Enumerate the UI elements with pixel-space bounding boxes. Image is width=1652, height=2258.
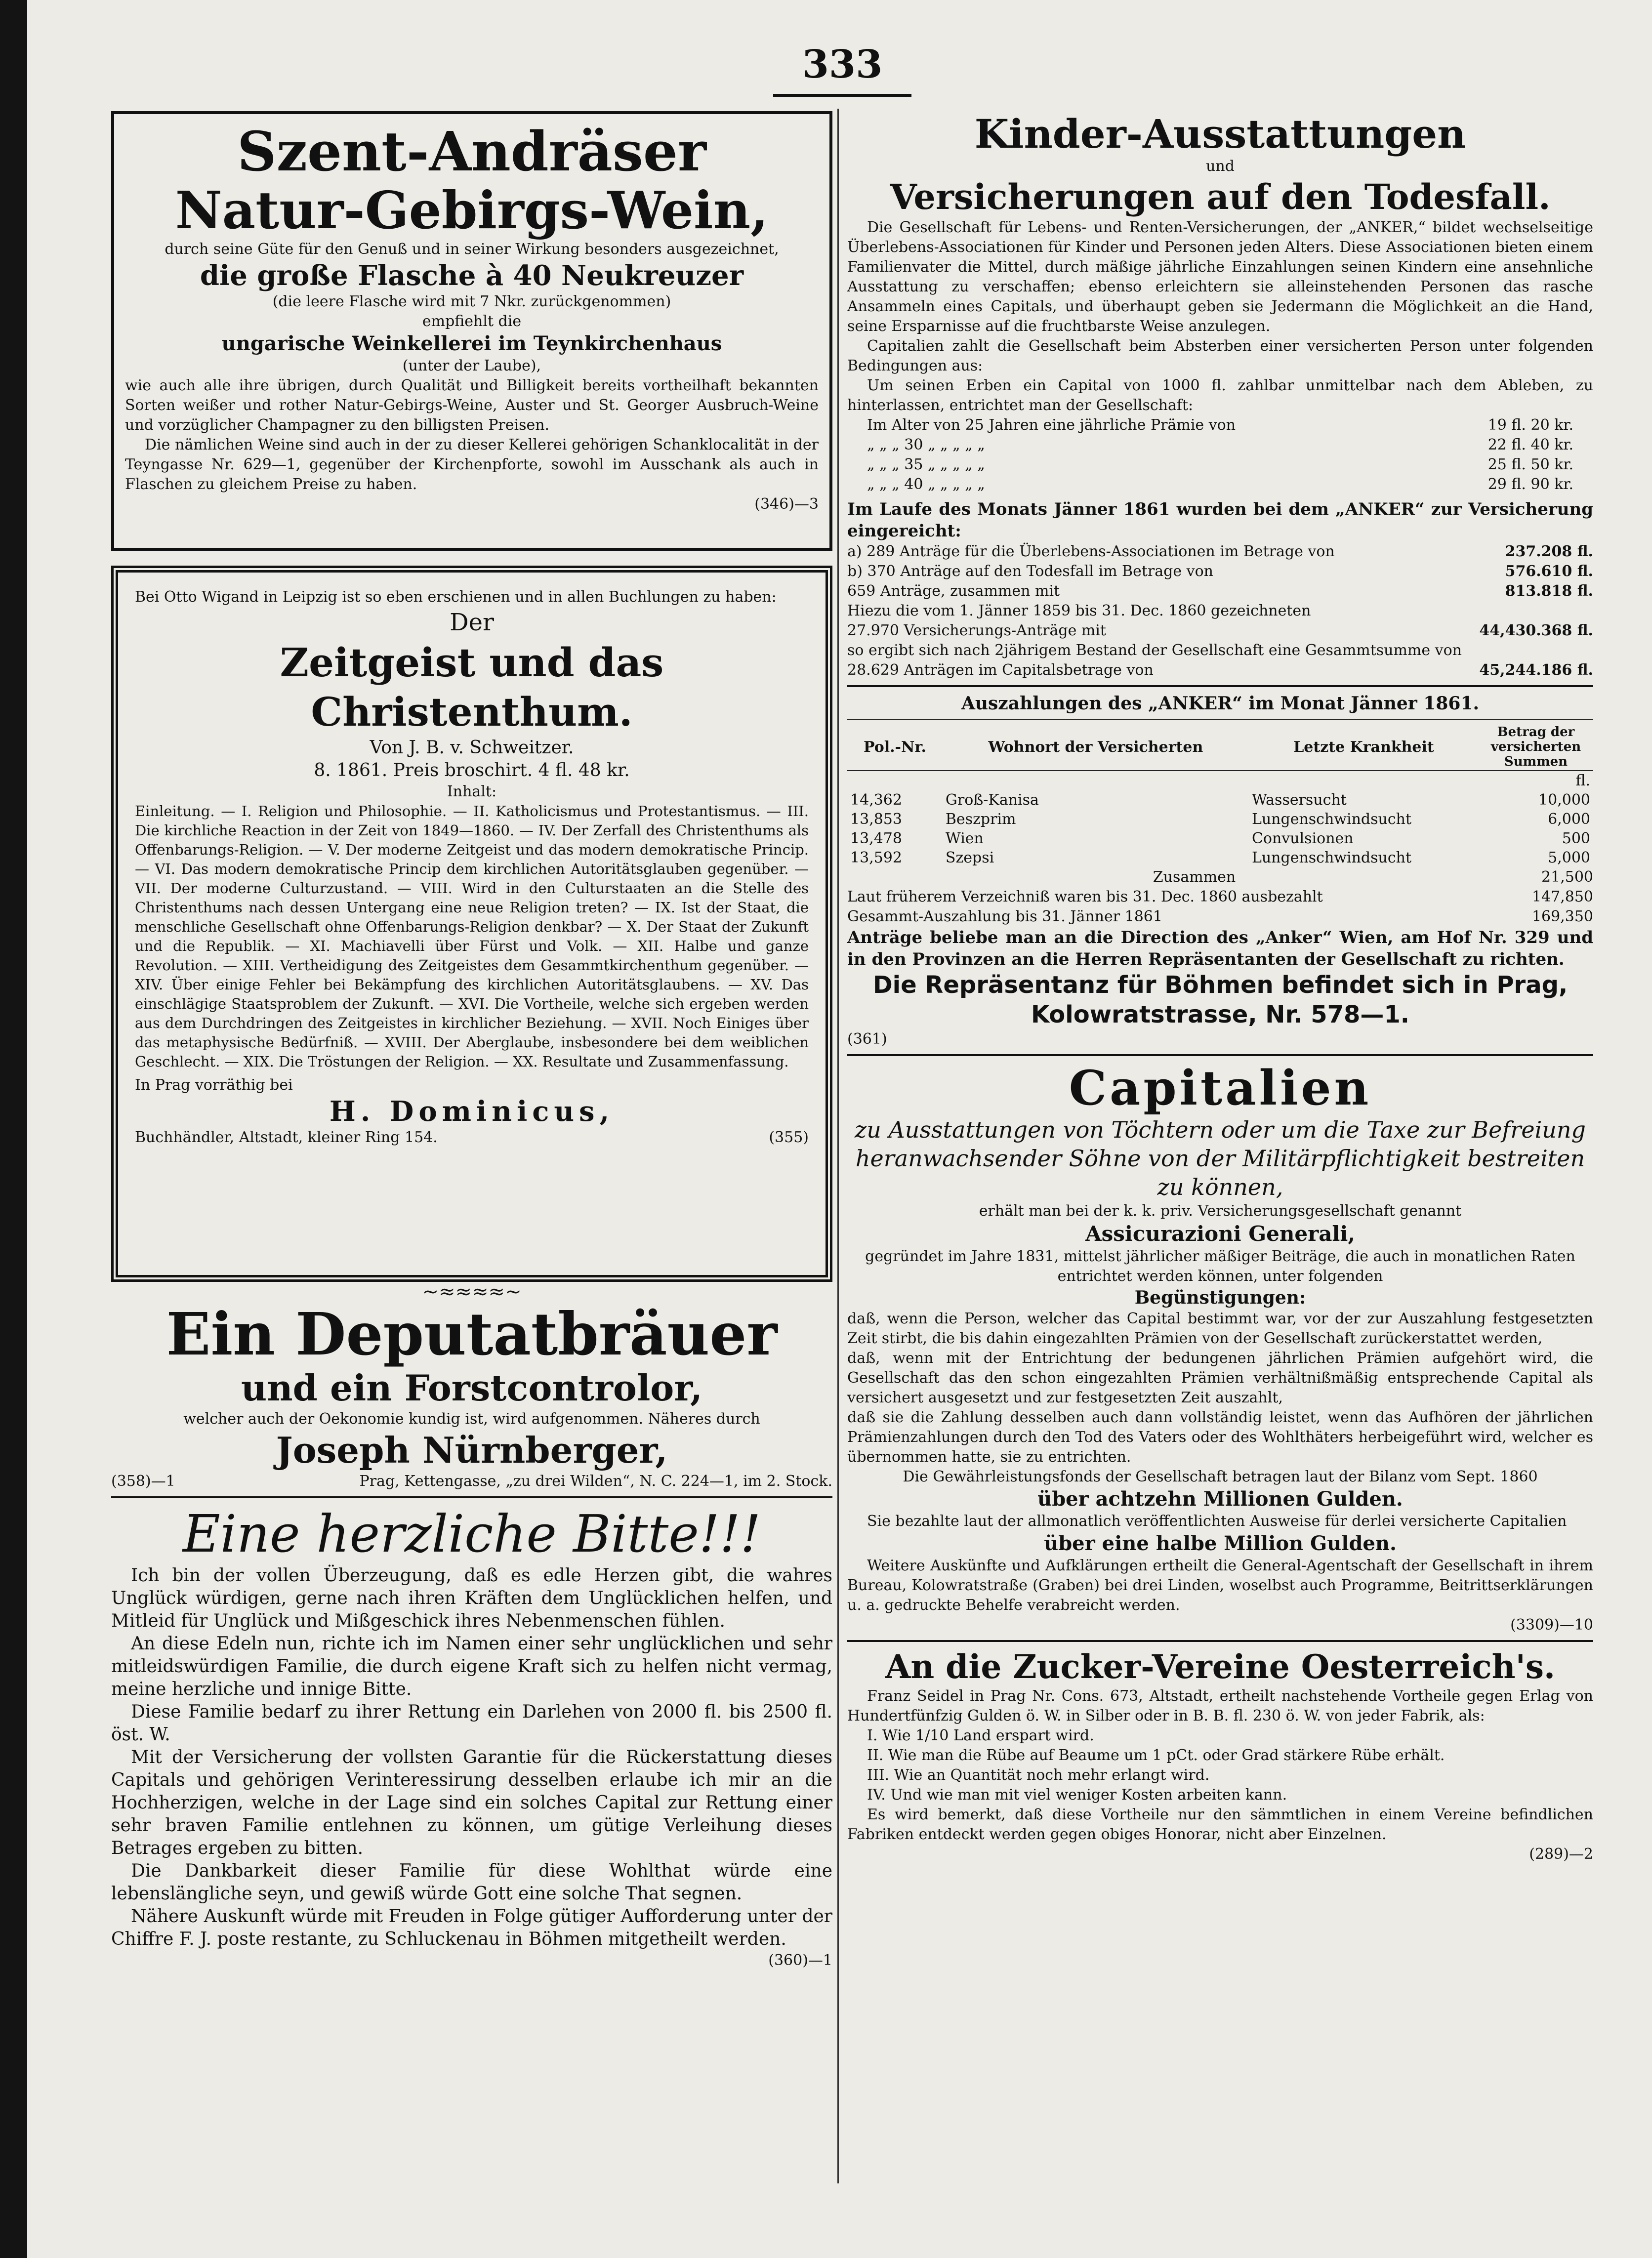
- ad-wine-cellar: ungarische Weinkellerei im Teynkirchenhaus: [221, 332, 722, 355]
- ad-anker-p2: Capitalien zahlt die Gesellschaft beim Absterben einer versicherten Person unter folgenden Bedingungen aus:: [847, 337, 1593, 374]
- stats-row: [847, 601, 1593, 621]
- premium-kr: 90 kr.: [1530, 476, 1573, 493]
- ad-wine-cellar-loc: (unter der Laube),: [402, 357, 541, 374]
- payout-ort: Szepsi: [945, 849, 994, 866]
- ad-book: [111, 566, 832, 1282]
- payout-grand-row: [847, 907, 1593, 927]
- premium-age: Im Alter von 25 Jahren eine jährliche Prämie von: [867, 416, 1236, 434]
- ad-job: [111, 1302, 832, 1491]
- ad-sugar-p1: Franz Seidel in Prag Nr. Cons. 673, Altstadt, ertheilt nachstehende Vortheile gegen Erlag von Hundertfünfzig Gulden ö. W. in Silber oder in B. B. fl. 230 ö. W. von jeder Fabrik, als:: [847, 1687, 1593, 1724]
- payout-ort: Beszprim: [945, 811, 1016, 828]
- premium-kr: 50 kr.: [1530, 456, 1573, 473]
- right-column: [847, 111, 1593, 2186]
- ad-anker: [847, 111, 1593, 1049]
- payout-krank: Wassersucht: [1251, 791, 1347, 809]
- stats-label: Hiezu die vom 1. Jänner 1859 bis 31. Dec. 1860 gezeichneten: [847, 602, 1311, 619]
- ad-book-contents: Einleitung. — I. Religion und Philosophie. — II. Katholicismus und Protestantismus. — III. Die kirchliche Reaction in der Zeit von 1849—1860. — IV. Der Zerfall des Christenthums als Offenbarungs-Religion. — V. Der moderne Zeitgeist und das modern demokratische Princip. — VI. Das modern demokratische Princip dem kirchlichen Autoritätsglauben gegenüber. — VII. Der moderne Culturzustand. — VIII. Wird in den Culturstaaten an die Stelle des Christenthums nach dessen Untergang eine neue Religion treten? — IX. Ist der Staat, die menschliche Gesellschaft ohne Offenbarungs-Religion denkbar? — X. Der Staat der Zukunft und die Republik. — XI. Machiavelli über Fürst und Volk. — XII. Halbe und ganze Revolution. — XIII. Vertheidigung des Zeitgeistes dem Gesammtkirchenthum gegenüber. — XIV. Über einige Fehler bei Bekämpfung des kirchlichen Autoritätsglaubens. — XV. Das einschlägige Staatsproblem der Zukunft. — XVI. Die Vortheile, welche sich ergeben werden aus dem Durchdringen des Zeitgeistes in kirchlicher Beziehung. — XVII. Noch Einiges über das metaphysische Bedürfniß. — XVIII. Der Aberglaube, insbesondere bei dem weiblichen Geschlecht. — XIX. Die Tröstungen der Religion. — XX. Resultate und Zusammenfassung.: [135, 803, 809, 1070]
- ad-capital-title: Capitalien: [1069, 1060, 1372, 1116]
- payout-betrag: 10,000: [1538, 791, 1590, 809]
- rule: [847, 1054, 1593, 1056]
- ad-capital-benefits-label: Begünstigungen:: [1134, 1287, 1306, 1308]
- stats-value: 813.818 fl.: [1505, 582, 1593, 600]
- payout-row: [847, 810, 1593, 829]
- ad-book-seller-addr: Buchhändler, Altstadt, kleiner Ring 154.: [135, 1129, 438, 1146]
- ad-job-ref: (358)—1: [111, 1473, 175, 1490]
- ad-wine-price: die große Flasche à 40 Neukreuzer: [200, 259, 744, 292]
- payout-grand-value: 169,350: [1531, 908, 1593, 925]
- ad-wine-body: wie auch alle ihre übrigen, durch Qualität und Billigkeit bereits vortheilhaft bekannten Sorten weißer und rother Natur-Gebirgs-Weine, Auster und St. Georger Ausbruch-Weine und vorzüglicher Champagner zu den billigsten Preisen.: [125, 377, 819, 434]
- stats-row: [847, 621, 1593, 641]
- sugar-item: IV. Und wie man mit viel weniger Kosten arbeiten kann.: [867, 1786, 1287, 1804]
- ad-anker-ref: (361): [847, 1030, 887, 1048]
- ad-capital-p3: gegründet im Jahre 1831, mittelst jährlicher mäßiger Beiträge, die auch in monatlichen Raten entrichtet werden können, unter folgenden: [865, 1248, 1575, 1285]
- payout-ort: Groß-Kanisa: [945, 791, 1039, 809]
- payout-prev-value: 147,850: [1531, 888, 1593, 905]
- premium-amount: [1488, 415, 1573, 435]
- stats-row: [847, 542, 1593, 562]
- sugar-list: [847, 1726, 1593, 1805]
- premium-fl: 25 fl.: [1487, 456, 1526, 473]
- premium-amount: [1488, 455, 1573, 475]
- ad-anker-subtitle: Versicherungen auf den Todesfall.: [890, 176, 1551, 217]
- ad-capital-p4: Die Gewährleistungsfonds der Gesellschaft betragen laut der Bilanz vom Sept. 1860: [903, 1468, 1538, 1485]
- payout-row: [847, 790, 1593, 810]
- stats-row: [847, 641, 1593, 660]
- left-column: [111, 111, 832, 2186]
- premium-amount: [1488, 435, 1573, 455]
- payout-title: Auszahlungen des „ANKER“ im Monat Jänner 1861.: [961, 693, 1480, 714]
- premium-fl: 19 fl.: [1487, 416, 1526, 434]
- payout-table: [847, 724, 1593, 867]
- page-number-rule: [773, 94, 911, 97]
- ad-wine-body2: Die nämlichen Weine sind auch in der zu dieser Kellerei gehörigen Schanklocalität in der Teyngasse Nr. 629—1, gegenüber der Kirchenpforte, sowohl im Ausschank als auch in Flaschen zu gleichem Preise zu haben.: [125, 436, 819, 493]
- column-divider: [837, 109, 839, 2183]
- ad-job-addr: Prag, Kettengasse, „zu drei Wilden“, N. C. 224—1, im 2. Stock.: [359, 1473, 832, 1490]
- ad-job-subtitle: und ein Forstcontrolor,: [241, 1367, 703, 1409]
- stats-value: 44,430.368 fl.: [1479, 622, 1593, 639]
- ad-book-title: Zeitgeist und das Christenthum.: [280, 639, 664, 735]
- payout-krank: Lungenschwindsucht: [1251, 849, 1411, 866]
- ad-book-der: Der: [450, 609, 494, 636]
- ad-capital-b1: daß, wenn die Person, welcher das Capital bestimmt war, vor der zur Auszahlung festgesetzten Zeit stirbt, die bis dahin eingezahlten Prämien von der Gesellschaft zurückerstattet werden,: [847, 1310, 1593, 1347]
- ad-wine-ref: (346)—3: [754, 495, 819, 513]
- payout-prev-label: Laut früherem Verzeichniß waren bis 31. Dec. 1860 ausbezahlt: [847, 888, 1323, 905]
- stats-label: b) 370 Anträge auf den Todesfall im Betrage von: [847, 563, 1213, 580]
- ornament-divider: ~≈≈≈≈~: [422, 1280, 522, 1303]
- ad-book-seller: H. Dominicus,: [329, 1095, 615, 1128]
- payout-betrag: 500: [1562, 830, 1590, 847]
- stats-row: [847, 660, 1593, 680]
- premium-row: [847, 415, 1593, 435]
- stats-label: 27.970 Versicherungs-Anträge mit: [847, 622, 1106, 639]
- premium-kr: 20 kr.: [1530, 416, 1573, 434]
- page-number: 333: [802, 42, 883, 87]
- ad-sugar-p2: Es wird bemerkt, daß diese Vortheile nur den sämmtlichen in einem Vereine befindlichen Fabriken entdeckt werden gegen obiges Honorar, nicht aber Einzelnen.: [847, 1806, 1593, 1843]
- payout-grand-label: Gesammt-Auszahlung bis 31. Jänner 1861: [847, 908, 1162, 925]
- ad-anker-p6: Die Repräsentanz für Böhmen befindet sich in Prag, Kolowratstrasse, Nr. 578—1.: [872, 971, 1568, 1028]
- payout-total-label: Zusammen: [1153, 868, 1236, 886]
- newspaper-page: [27, 0, 1652, 2258]
- payout-header-krank: Letzte Krankheit: [1293, 738, 1434, 756]
- ad-plea-p6: Nähere Auskunft würde mit Freuden in Folge gütiger Aufforderung unter der Chiffre F. J. poste restante, zu Schluckenau in Böhmen mitgetheilt werden.: [111, 1906, 832, 1949]
- ad-wine-title: Szent-Andräser: [237, 120, 706, 183]
- ad-book-author: Von J. B. v. Schweitzer.: [370, 738, 574, 758]
- payout-total-row: [847, 867, 1593, 887]
- ad-wine-recommends: empfiehlt die: [422, 313, 522, 330]
- ad-capital-b3: daß sie die Zahlung desselben auch dann vollständig leistet, wenn das Aufhören der jährlichen Prämienzahlungen durch den Tod des Vaters oder des Wohlthäters herbeigeführt wird, welcher es übernommen hatte, sie zu entrichten.: [847, 1409, 1593, 1466]
- ad-sugar-title: An die Zucker-Vereine Oesterreich's.: [885, 1647, 1555, 1686]
- ad-wine: [111, 111, 832, 551]
- stats-value: 237.208 fl.: [1505, 543, 1593, 560]
- ad-wine-intro: durch seine Güte für den Genuß und in seiner Wirkung besonders ausgezeichnet,: [165, 241, 779, 258]
- payout-nr: 13,592: [850, 849, 902, 866]
- ad-plea-p3: Diese Familie bedarf zu ihrer Rettung ein Darlehen von 2000 fl. bis 2500 fl. öst. W.: [111, 1702, 832, 1745]
- payout-unit: fl.: [1575, 772, 1590, 789]
- payout-header-ort: Wohnort der Versicherten: [988, 738, 1203, 756]
- payout-header-betrag: Betrag der versicherten Summen: [1490, 725, 1581, 769]
- premium-row: [847, 435, 1593, 455]
- payout-krank: Lungenschwindsucht: [1251, 811, 1411, 828]
- ad-capital: [847, 1061, 1593, 1635]
- payout-nr: 13,853: [850, 811, 902, 828]
- payout-betrag: 6,000: [1548, 811, 1590, 828]
- ad-book-price: 8. 1861. Preis broschirt. 4 fl. 48 kr.: [314, 760, 630, 780]
- ad-capital-company: Assicurazioni Generali,: [1085, 1222, 1355, 1246]
- payout-header-nr: Pol.-Nr.: [863, 738, 926, 756]
- ad-plea-ref: (360)—1: [768, 1952, 832, 1969]
- ad-plea-p1: Ich bin der vollen Überzeugung, daß es edle Herzen gibt, die wahres Unglück würdigen, gerne nach ihren Kräften dem Unglücklichen helfen, und Mitleid für Unglück und Mißgeschick ihres Nebenmenschen fühlen.: [111, 1565, 832, 1631]
- ad-anker-p4: Im Laufe des Monats Jänner 1861 wurden bei dem „ANKER“ zur Versicherung eingereicht:: [847, 499, 1593, 541]
- ad-plea-p4: Mit der Versicherung der vollsten Garantie für die Rückerstattung dieses Capitals und gehörigen Verinteressirung desselben erlaube ich mir an die Hochherzigen, welche in der Lage sind ein solches Capital zur Rettung einer sehr braven Familie entlehnen zu können, um gütige Verleihung dieses Betrages ergeben zu bitten.: [111, 1747, 832, 1858]
- payout-prev-row: [847, 887, 1593, 907]
- ad-plea-title: Eine herzliche Bitte!!!: [182, 1504, 761, 1564]
- ad-book-ref: (355): [769, 1129, 809, 1146]
- ad-book-intro: Bei Otto Wigand in Leipzig ist so eben erschienen und in allen Buchlungen zu haben:: [135, 588, 777, 606]
- ad-anker-p1: Die Gesellschaft für Lebens- und Renten-Versicherungen, der „ANKER,“ bildet wechselseitige Überlebens-Associationen für Kinder und Personen jeden Alters. Diese Associationen bieten einem Familienvater die Mittel, durch mäßige jährliche Einzahlungen seinen Kindern eine ansehnliche Ausstattung zu verschaffen; ebenso erleichtern sie alleinstehenden Personen das rasche Ansammeln eines Capitals, und überhaupt geben sie Jedermann die Möglichkeit an die Hand, seine Ersparnisse auf die fruchtbarste Weise anzulegen.: [847, 219, 1593, 335]
- stats-row: [847, 581, 1593, 601]
- premium-row: [847, 475, 1593, 494]
- premium-list: [847, 415, 1593, 494]
- ad-book-inhalt-label: Inhalt:: [447, 783, 497, 800]
- ad-job-name: Joseph Nürnberger,: [276, 1429, 668, 1471]
- payout-row: [847, 829, 1593, 848]
- stats-label: a) 289 Anträge für die Überlebens-Associationen im Betrage von: [847, 543, 1335, 560]
- stats-list: [847, 542, 1593, 680]
- premium-amount: [1488, 475, 1573, 494]
- ad-plea-p5: Die Dankbarkeit dieser Familie für diese Wohlthat würde eine lebenslängliche seyn, und gewiß würde Gott eine solche That segnen.: [111, 1861, 832, 1904]
- payout-row: [847, 848, 1593, 867]
- stats-label: 28.629 Anträgen im Capitalsbetrage von: [847, 661, 1154, 679]
- ad-capital-ref: (3309)—10: [1510, 1616, 1593, 1634]
- payout-nr: 14,362: [850, 791, 902, 809]
- premium-age: „ „ „ 40 „ „ „ „ „: [867, 476, 985, 493]
- premium-age: „ „ „ 35 „ „ „ „ „: [867, 456, 985, 473]
- sugar-item: III. Wie an Quantität noch mehr erlangt wird.: [867, 1766, 1210, 1784]
- ad-capital-p5: Sie bezahlte laut der allmonatlich veröffentlichten Ausweise für derlei versicherte Capitalien: [867, 1513, 1567, 1530]
- ad-wine-subtitle: Natur-Gebirgs-Wein,: [175, 180, 769, 241]
- payout-betrag: 5,000: [1548, 849, 1590, 866]
- ad-sugar-ref: (289)—2: [1529, 1846, 1593, 1863]
- ad-job-body: welcher auch der Oekonomie kundig ist, wird aufgenommen. Näheres durch: [183, 1410, 760, 1428]
- stats-row: [847, 562, 1593, 581]
- sugar-item: II. Wie man die Rübe auf Beaume um 1 pCt. oder Grad stärkere Rübe erhält.: [867, 1747, 1445, 1764]
- rule: [111, 1496, 832, 1498]
- payout-total-value: 21,500: [1541, 868, 1593, 886]
- ad-capital-b2: daß, wenn mit der Entrichtung der bedungenen jährlichen Prämien aufgehört wird, die Gesellschaft das den schon eingezahlten Prämien verhältnißmäßig entsprechende Capital als versichert ausgesetzt und zur festgesetzten Zeit auszahlt,: [847, 1350, 1593, 1406]
- ad-job-title: Ein Deputatbräuer: [166, 1300, 778, 1368]
- ad-plea: [111, 1503, 832, 1971]
- ad-anker-p3: Um seinen Erben ein Capital von 1000 fl. zahlbar unmittelbar nach dem Ableben, zu hinterlassen, entrichtet man der Gesellschaft:: [847, 377, 1593, 414]
- stats-value: 576.610 fl.: [1505, 563, 1593, 580]
- rule: [847, 685, 1593, 687]
- premium-kr: 40 kr.: [1530, 436, 1573, 453]
- ad-capital-p5b: über eine halbe Million Gulden.: [1044, 1532, 1397, 1555]
- payout-nr: 13,478: [850, 830, 902, 847]
- ad-anker-und: und: [1206, 158, 1235, 175]
- ad-capital-p4b: über achtzehn Millionen Gulden.: [1037, 1487, 1403, 1511]
- ad-wine-bottle-note: (die leere Flasche wird mit 7 Nkr. zurückgenommen): [272, 293, 671, 310]
- ad-anker-p5: Anträge beliebe man an die Direction des „Anker“ Wien, am Hof Nr. 329 und in den Provinzen an die Herren Repräsentanten der Gesellschaft zu richten.: [847, 928, 1593, 969]
- ad-book-footer: [135, 1128, 809, 1148]
- ad-sugar: [847, 1647, 1593, 1864]
- sugar-item: I. Wie 1/10 Land erspart wird.: [867, 1727, 1094, 1744]
- rule: [847, 719, 1593, 720]
- stats-label: so ergibt sich nach 2jährigem Bestand der Gesellschaft eine Gesammtsumme von: [847, 642, 1462, 659]
- rule: [847, 1640, 1593, 1642]
- ad-book-stock: In Prag vorräthig bei: [135, 1076, 293, 1094]
- ad-anker-title: Kinder-Ausstattungen: [974, 111, 1466, 157]
- ad-job-footer: [111, 1472, 832, 1491]
- payout-ort: Wien: [945, 830, 984, 847]
- ad-plea-p2: An diese Edeln nun, richte ich im Namen einer sehr unglücklichen und sehr mitleidswürdigen Familie, die durch eigene Kraft sich zu helfen nicht vermag, meine herzliche und innige Bitte.: [111, 1634, 832, 1699]
- premium-fl: 22 fl.: [1487, 436, 1526, 453]
- stats-label: 659 Anträge, zusammen mit: [847, 582, 1060, 600]
- premium-row: [847, 455, 1593, 475]
- payout-krank: Convulsionen: [1251, 830, 1354, 847]
- premium-age: „ „ „ 30 „ „ „ „ „: [867, 436, 985, 453]
- ad-capital-p2: erhält man bei der k. k. priv. Versicherungsgesellschaft genannt: [979, 1202, 1462, 1220]
- ad-capital-p6: Weitere Auskünfte und Aufklärungen ertheilt die General-Agentschaft der Gesellschaft in ihrem Bureau, Kolowratstraße (Graben) bei drei Linden, woselbst auch Programme, Beitrittserklärungen u. a. gedruckte Behelfe verabreicht werden.: [847, 1557, 1593, 1614]
- ad-capital-p1: zu Ausstattungen von Töchtern oder um die Taxe zur Befreiung heranwachsender Söhne von der Militärpflichtigkeit bestreiten zu können,: [855, 1116, 1586, 1200]
- premium-fl: 29 fl.: [1487, 476, 1526, 493]
- stats-value: 45,244.186 fl.: [1479, 661, 1593, 679]
